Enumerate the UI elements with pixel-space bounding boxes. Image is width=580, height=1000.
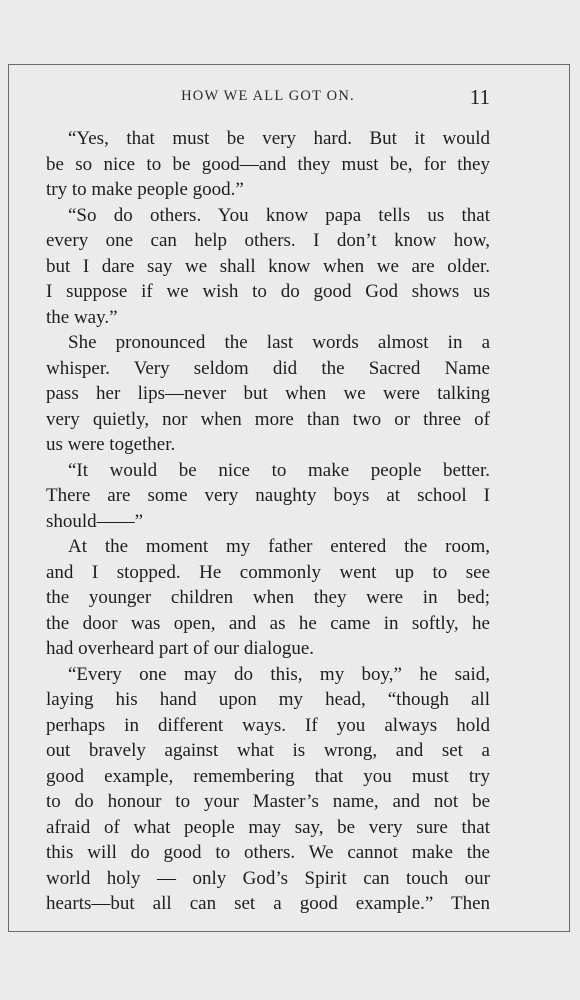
text-line: be so nice to be good—and they must be, for they xyxy=(46,153,490,175)
text-line: “It would be nice to make people better. xyxy=(68,459,490,481)
body-text xyxy=(46,126,490,917)
text-line: but I dare say we shall know when we are older. xyxy=(46,255,490,277)
text-line: hearts—but all can set a good example.” Then xyxy=(46,893,490,914)
running-title: HOW WE ALL GOT ON. xyxy=(181,88,355,104)
text-line: should——” xyxy=(46,510,144,532)
text-line: to do honour to your Master’s name, and not be xyxy=(46,791,490,812)
running-head xyxy=(46,86,490,116)
text-line: perhaps in different ways. If you always hold xyxy=(46,714,490,736)
text-line: had overheard part of our dialogue. xyxy=(46,638,315,659)
text-line: this will do good to others. We cannot make the xyxy=(46,842,490,863)
text-line: whisper. Very seldom did the Sacred Name xyxy=(46,357,490,379)
text-line: “Yes, that must be very hard. But it would xyxy=(68,128,490,149)
text-line: laying his hand upon my head, “though all xyxy=(46,689,490,710)
text-line: pass her lips—never but when we were talking xyxy=(46,383,490,404)
text-line: good example, remembering that you must try xyxy=(46,765,490,787)
text-line: the door was open, and as he came in softly, he xyxy=(46,612,490,634)
text-line: the younger children when they were in bed; xyxy=(46,587,490,608)
text-line: every one can help others. I don’t know how, xyxy=(46,230,490,251)
text-line: the way.” xyxy=(46,306,118,328)
text-line: There are some very naughty boys at school I xyxy=(46,485,490,506)
text-line: us were together. xyxy=(46,434,176,455)
text-line: try to make people good.” xyxy=(46,179,244,200)
text-line: out bravely against what is wrong, and set a xyxy=(46,740,490,761)
text-line: At the moment my father entered the room, xyxy=(68,536,490,557)
text-line: “Every one may do this, my boy,” he said, xyxy=(68,663,490,685)
text-line: world holy — only God’s Spirit can touch our xyxy=(46,867,490,889)
text-line: and I stopped. He commonly went up to see xyxy=(46,561,490,583)
text-line: I suppose if we wish to do good God shows us xyxy=(46,281,490,302)
page-number: 11 xyxy=(469,85,490,109)
text-line: “So do others. You know papa tells us that xyxy=(68,204,490,226)
text-line: afraid of what people may say, be very sure that xyxy=(46,816,490,838)
text-line: She pronounced the last words almost in a xyxy=(68,332,490,353)
text-line: very quietly, nor when more than two or three of xyxy=(46,408,490,430)
